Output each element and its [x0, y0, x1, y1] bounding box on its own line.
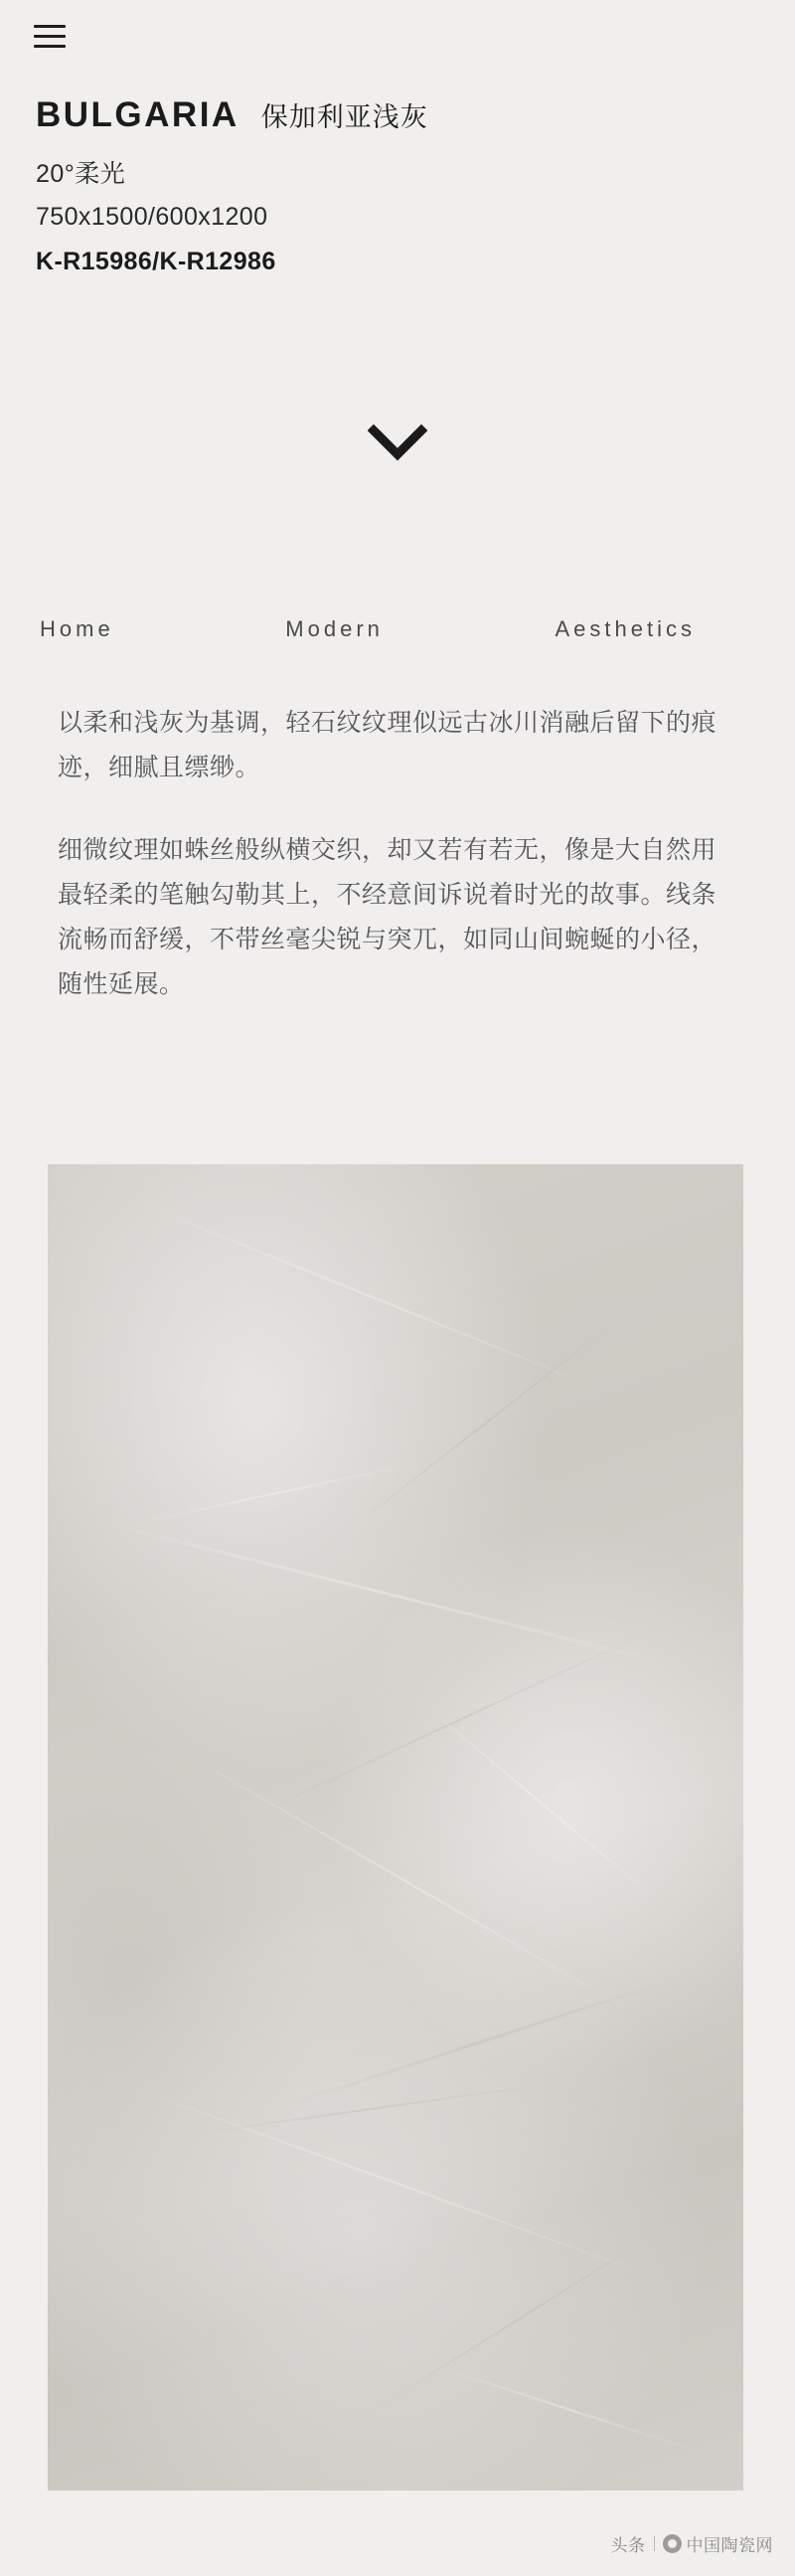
- hamburger-menu-icon[interactable]: [34, 14, 78, 58]
- description-block: [58, 701, 723, 1045]
- nav-item-home[interactable]: Home: [40, 616, 114, 641]
- watermark: [611, 2531, 774, 2556]
- tile-vein: [96, 1519, 676, 1666]
- product-name-en: BULGARIA: [36, 95, 239, 134]
- tile-vein: [247, 1625, 663, 1819]
- tile-vein: [432, 2364, 698, 2452]
- product-name-cn: 保加利亚浅灰: [260, 102, 428, 132]
- product-codes: K-R15986/K-R12986: [36, 248, 276, 275]
- product-image: [48, 1164, 743, 2490]
- tile-vein: [114, 2080, 657, 2279]
- description-paragraph-1: 以柔和浅灰为基调，轻石纹纹理似远古冰川消融后留下的痕迹，细腻且缥缈。: [58, 709, 717, 781]
- tile-vein: [126, 1197, 606, 1393]
- tile-vein: [173, 1746, 639, 2016]
- product-finish: 20°柔光: [36, 160, 126, 188]
- chevron-down-icon[interactable]: [0, 423, 795, 462]
- tile-vein: [130, 1461, 422, 1525]
- watermark-source-text: 中国陶瓷网: [686, 2536, 773, 2555]
- product-title-block: [36, 97, 731, 276]
- menu-bar-1: [34, 25, 66, 28]
- section-nav: [40, 616, 735, 642]
- product-sizes: 750x1500/600x1200: [36, 203, 268, 231]
- watermark-source: [663, 2531, 774, 2556]
- menu-bar-2: [34, 35, 66, 38]
- watermark-dot-icon: [663, 2534, 682, 2553]
- menu-bar-3: [34, 45, 66, 48]
- tile-vein: [286, 1975, 684, 2107]
- nav-item-modern[interactable]: Modern: [285, 616, 384, 641]
- tile-vein: [413, 1695, 666, 1908]
- watermark-divider: [654, 2536, 655, 2551]
- title-row: [36, 97, 731, 132]
- description-paragraph-2: 细微纹理如蛛丝般纵横交织，却又若有若无，像是大自然用最轻柔的笔触勾勒其上，不经意间诉说着时光的故事。线条流畅而舒缓，不带丝毫尖锐与突兀，如同山间蜿蜒的小径，随性延展。: [58, 836, 717, 998]
- tile-texture: [48, 1164, 743, 2490]
- watermark-logo-text: 头条: [610, 2536, 646, 2555]
- tile-vein: [372, 2225, 668, 2411]
- nav-item-aesthetics[interactable]: Aesthetics: [555, 616, 696, 641]
- tile-vein: [169, 2081, 562, 2139]
